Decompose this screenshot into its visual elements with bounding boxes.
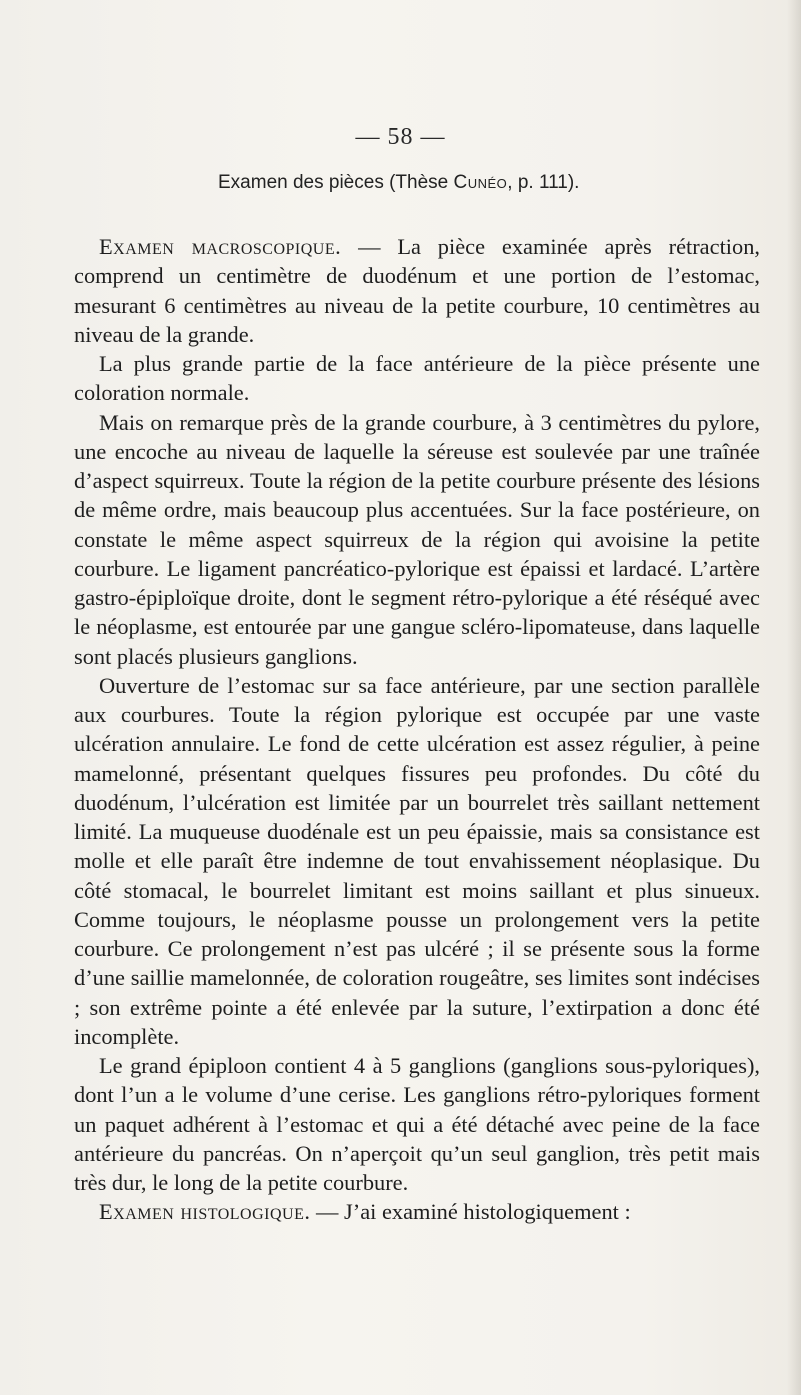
paragraph-coloration — [74, 349, 760, 408]
paragraph-macroscopic — [74, 232, 760, 349]
paragraph-histologique — [74, 1197, 760, 1226]
paragraph-lead: Examen histologique. — [99, 1199, 311, 1225]
paragraph-ouverture — [74, 671, 760, 1051]
paragraph-text: — J’ai examiné histologiquement : — [310, 1199, 631, 1225]
paragraph-text: Ouverture de l’estomac sur sa face antérieure, par une section parallèle aux courbures. Toute la région pylorique est occupée par une vaste ulcération annulaire. Le fond de cette ulcération est assez régulier, à peine mamelonné, présentant quelques fissures peu profondes. Du côté du duodénum, l’ulcération est limitée par un bourrelet très saillant nettement limité. La muqueuse duodénale est un peu épaissie, mais sa consistance est molle et elle paraît être indemne de tout envahissement néoplasique. Du côté stomacal, le bourrelet limitant est moins saillant et plus sinueux. Comme toujours, le néoplasme pousse un prolongement vers la petite courbure. Ce prolongement n’est pas ulcéré ; il se présente sous la forme d’une saillie mamelonnée, de coloration rougeâtre, ses limites sont indécises ; son extrême pointe a été enlevée par la suture, l’extirpation a donc été incomplète. — [74, 672, 760, 1049]
paragraph-squirreux — [74, 408, 760, 671]
paragraph-text: Le grand épiploon contient 4 à 5 ganglions (ganglions sous-pyloriques), dont l’un a le volume d’une cerise. Les ganglions rétro-pyloriques forment un paquet adhérent à l’estomac et qui a été détaché avec peine de la face antérieure du pancréas. On n’aperçoit qu’un seul ganglion, très petit mais très dur, le long de la petite courbure. — [74, 1053, 760, 1195]
body-text — [74, 232, 760, 1227]
page-number: — 58 — — [355, 124, 446, 150]
paragraph-lead: Examen macroscopique. — [99, 234, 342, 259]
paragraph-text: — La pièce examinée après rétraction, comprend un centimètre de duodénum et une portion de l’estomac, mesurant 6 centimètres au niveau de la petite courbure, 10 centimètres au niveau de la grande. — [74, 234, 760, 347]
heading-author: Cunéo — [453, 172, 508, 193]
paragraph-text: Mais on remarque près de la grande courbure, à 3 centimètres du pylore, une encoche au niveau de laquelle la séreuse est soulevée par une traînée d’aspect squirreux. Toute la région de la petite courbure présente des lésions de même ordre, mais beaucoup plus accentuées. Sur la face postérieure, on constate le même aspect squirreux de la région qui avoisine la petite courbure. Le ligament pancréatico-pylorique est épaissi et lardacé. L’artère gastro-épiploïque droite, dont le segment rétro-pylorique a été réséqué avec le néoplasme, est entourée par une gangue scléro-lipomateuse, dans laquelle sont placés plusieurs ganglions. — [74, 409, 760, 669]
heading-suffix: , p. 111). — [507, 172, 580, 193]
paragraph-epiploon — [74, 1051, 760, 1197]
heading-prefix: Examen des pièces (Thèse — [218, 172, 449, 193]
paragraph-text: La plus grande partie de la face antérieure de la pièce présente une coloration normale. — [74, 351, 760, 406]
page-edge-shadow — [787, 0, 801, 1395]
section-heading — [218, 172, 778, 194]
